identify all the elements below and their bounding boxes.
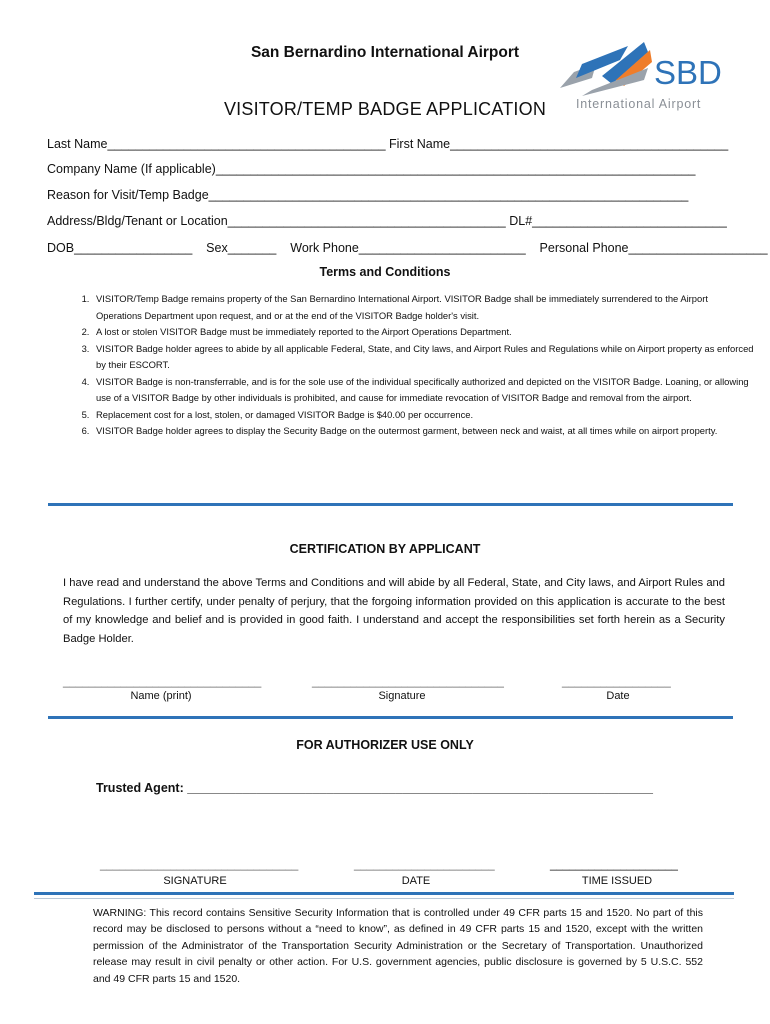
logo-subtitle: International Airport [576, 97, 702, 111]
form-title: VISITOR/TEMP BADGE APPLICATION [223, 99, 547, 119]
company-field-row[interactable]: Company Name (If applicable)_____________________________________________________________________ [47, 162, 696, 176]
time-issued-label: TIME ISSUED [581, 875, 653, 887]
terms-title: Terms and Conditions [319, 265, 451, 279]
section-divider [48, 503, 733, 506]
name-print-label: Name (print) [130, 690, 192, 702]
certification-text: I have read and understand the above Terms and Conditions and will abide by all Federal, State, and City laws, and Airport Rules and Regulations. I further certify, under penalty of perjury, that the forgoing information provided on this application is accurate to the best of my knowledge and belief and is provided in good faith. I understand and accept the responsibilities set forth herein as a Security Badge Holder. [63, 577, 725, 645]
reason-field-row[interactable]: Reason for Visit/Temp Badge_____________________________________________________________________ [47, 188, 689, 202]
list-item: 3. VISITOR Badge holder agrees to abide by all applicable Federal, State, and City laws, and Airport Rules and Regulations while on Airport property as enforced by their ESCORT. [92, 341, 756, 374]
authorizer-date-label: DATE [401, 875, 431, 887]
section-divider [48, 716, 733, 719]
terms-list [50, 291, 756, 440]
list-item: 4. VISITOR Badge is non-transferrable, and is for the sole use of the individual specifically authorized and depicted on the VISITOR Badge. Loaning, or allowing use of a VISITOR Badge by other individuals is prohibited, and cause for immediate revocation of VISITOR Badge and removal from the airport. [92, 374, 756, 407]
list-item: 6. VISITOR Badge holder agrees to display the Security Badge on the outermost garment, between neck and waist, at all times while on airport property. [92, 423, 756, 440]
certification-title: CERTIFICATION BY APPLICANT [289, 542, 481, 556]
name-print-line[interactable]: _______________________________ [63, 676, 262, 688]
authorizer-signature-label: SIGNATURE [163, 875, 227, 887]
airport-name: San Bernardino International Airport [250, 44, 520, 61]
date-label: Date [606, 690, 630, 702]
authorizer-signature-line[interactable]: _______________________________ [100, 859, 299, 871]
authorizer-title: FOR AUTHORIZER USE ONLY [296, 738, 474, 752]
time-issued-line[interactable]: ____________________ [550, 859, 678, 871]
signature-line[interactable]: ______________________________ [312, 676, 504, 688]
dob-phone-field-row[interactable]: DOB_________________ Sex_______ Work Phone________________________ Personal Phone____________________ [47, 241, 768, 255]
logo-code: SBD [654, 54, 722, 91]
section-divider [34, 892, 734, 895]
signature-label: Signature [378, 690, 426, 702]
warning-notice: WARNING: This record contains Sensitive Security Information that is controlled under 49 CFR parts 15 and 1520. No part of this record may be disclosed to persons without a “need to know”, as defined in 49 CFR parts 15 and 1520, except with the written permission of the Administrator of the Transportation Security Administration or the Secretary of Transportation. Unauthorized release may result in civil penalty or other action. For U.S. government agencies, public disclosure is governed by 5 U.S.C. 552 and 49 CFR parts 15 and 1520. [93, 907, 703, 985]
name-fields-row[interactable]: Last Name________________________________________ First Name________________________________________ [47, 137, 729, 151]
date-line[interactable]: _________________ [562, 676, 671, 688]
list-item: 5. Replacement cost for a lost, stolen, or damaged VISITOR Badge is $40.00 per occurrence. [92, 407, 756, 424]
list-item: 2. A lost or stolen VISITOR Badge must be immediately reported to the Airport Operations Department. [92, 324, 756, 341]
address-dl-field-row[interactable]: Address/Bldg/Tenant or Location________________________________________ DL#____________________________ [47, 214, 727, 228]
section-divider-thin [34, 898, 734, 899]
list-item: 1. VISITOR/Temp Badge remains property of the San Bernardino International Airport. VISITOR Badge shall be immediately surrendered to the Airport Operations Department upon request, and or at the end of the VISITOR Badge holder's visit. [92, 291, 756, 324]
trusted-agent-field[interactable]: Trusted Agent: ___________________________________________________________________ [96, 781, 653, 795]
authorizer-date-line[interactable]: ______________________ [354, 859, 495, 871]
